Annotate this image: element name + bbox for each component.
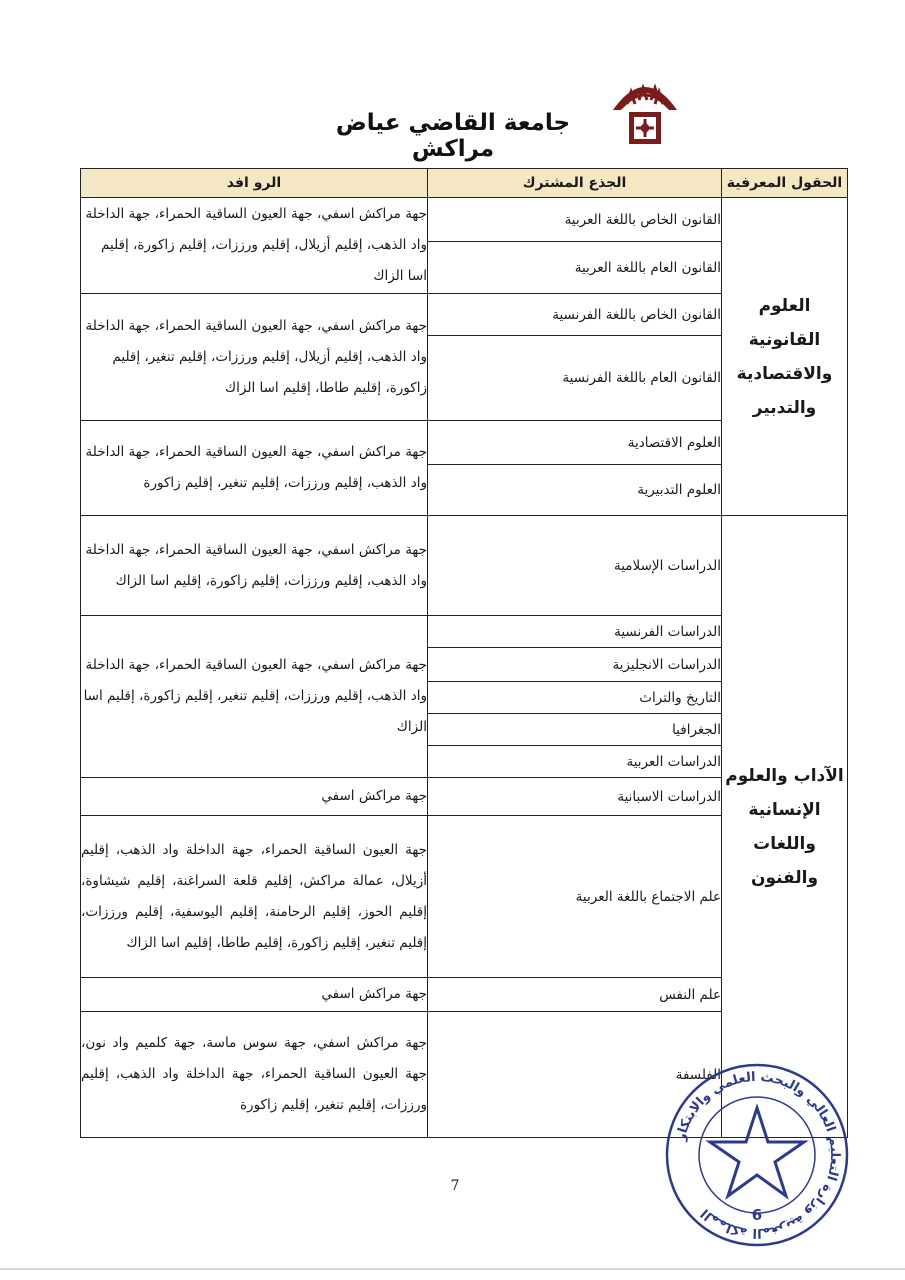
column-header-origins: الرو افد	[81, 169, 428, 198]
trunk-cell: العلوم التدبيرية	[428, 465, 722, 516]
trunk-cell: القانون الخاص باللغة الفرنسية	[428, 294, 722, 336]
origins-cell: جهة مراكش اسفي، جهة العيون الساقية الحمراء، جهة الداخلة واد الذهب، إقليم أزيلال، إقليم ورززات، إقليم زاكورة، إقليم اسا الزاك	[81, 198, 428, 294]
trunk-cell: القانون العام باللغة الفرنسية	[428, 336, 722, 421]
table-header-row	[81, 169, 848, 198]
trunk-cell: القانون الخاص باللغة العربية	[428, 198, 722, 242]
svg-text:المملكة المغربية وزارة التعليم: المملكة المغربية وزارة التعليم العالي والبحث العلمي والابتكار	[673, 1069, 843, 1241]
trunk-cell: علم الاجتماع باللغة العربية	[428, 816, 722, 978]
origins-cell: جهة مراكش اسفي	[81, 778, 428, 816]
university-logo	[605, 70, 685, 150]
page-header	[0, 70, 905, 162]
field-law-economics: العلوم القانونية والاقتصادية والتدبير	[722, 198, 848, 516]
origins-cell: جهة مراكش اسفي	[81, 978, 428, 1012]
origins-cell: جهة مراكش اسفي، جهة العيون الساقية الحمراء، جهة الداخلة واد الذهب، إقليم أزيلال، إقليم ورززات، إقليم تنغير، إقليم زاكورة، إقليم طاطا، إقليم اسا الزاك	[81, 294, 428, 421]
column-header-fields: الحقول المعرفية	[722, 169, 848, 198]
table-row	[81, 516, 848, 616]
table-row	[81, 198, 848, 242]
trunk-cell: الفلسفة	[428, 1012, 722, 1138]
trunk-cell: علم النفس	[428, 978, 722, 1012]
column-header-trunk: الجذع المشترك	[428, 169, 722, 198]
trunk-cell: القانون العام باللغة العربية	[428, 242, 722, 294]
trunk-cell: الدراسات الانجليزية	[428, 648, 722, 682]
trunk-cell: الدراسات الاسبانية	[428, 778, 722, 816]
trunk-cell: الدراسات الفرنسية	[428, 616, 722, 648]
trunk-cell: الجغرافيا	[428, 714, 722, 746]
trunk-cell: العلوم الاقتصادية	[428, 421, 722, 465]
page-number: 7	[450, 1178, 460, 1194]
stamp-number: 6	[751, 1206, 763, 1224]
field-humanities: الآداب والعلوم الإنسانية واللغات والفنون	[722, 516, 848, 1138]
ministry-stamp	[662, 1060, 852, 1250]
origins-cell: جهة مراكش اسفي، جهة العيون الساقية الحمراء، جهة الداخلة واد الذهب، إقليم ورززات، إقليم تنغير، إقليم زاكورة، إقليم اسا الزاك	[81, 616, 428, 778]
university-name: جامعة القاضي عياض مراكش	[335, 110, 571, 162]
origins-cell: جهة مراكش اسفي، جهة سوس ماسة، جهة كلميم واد نون، جهة العيون الساقية الحمراء، جهة الداخلة واد الذهب، إقليم ورززات، إقليم تنغير، إقليم زاكورة	[81, 1012, 428, 1138]
tracks-table	[80, 168, 848, 1138]
trunk-cell: الدراسات العربية	[428, 746, 722, 778]
origins-cell: جهة العيون الساقية الحمراء، جهة الداخلة واد الذهب، إقليم أزيلال، عمالة مراكش، إقليم قلعة السراغنة، إقليم شيشاوة، إقليم الحوز، إقليم الرحامنة، إقليم اليوسفية، إقليم ورززات، إقليم تنغير، إقليم زاكورة، إقليم طاطا، إقليم اسا الزاك	[81, 816, 428, 978]
trunk-cell: الدراسات الإسلامية	[428, 516, 722, 616]
trunk-cell: التاريخ والتراث	[428, 682, 722, 714]
bottom-rule	[0, 1268, 905, 1270]
origins-cell: جهة مراكش اسفي، جهة العيون الساقية الحمراء، جهة الداخلة واد الذهب، إقليم ورززات، إقليم تنغير، إقليم زاكورة	[81, 421, 428, 516]
origins-cell: جهة مراكش اسفي، جهة العيون الساقية الحمراء، جهة الداخلة واد الذهب، إقليم ورززات، إقليم زاكورة، إقليم اسا الزاك	[81, 516, 428, 616]
